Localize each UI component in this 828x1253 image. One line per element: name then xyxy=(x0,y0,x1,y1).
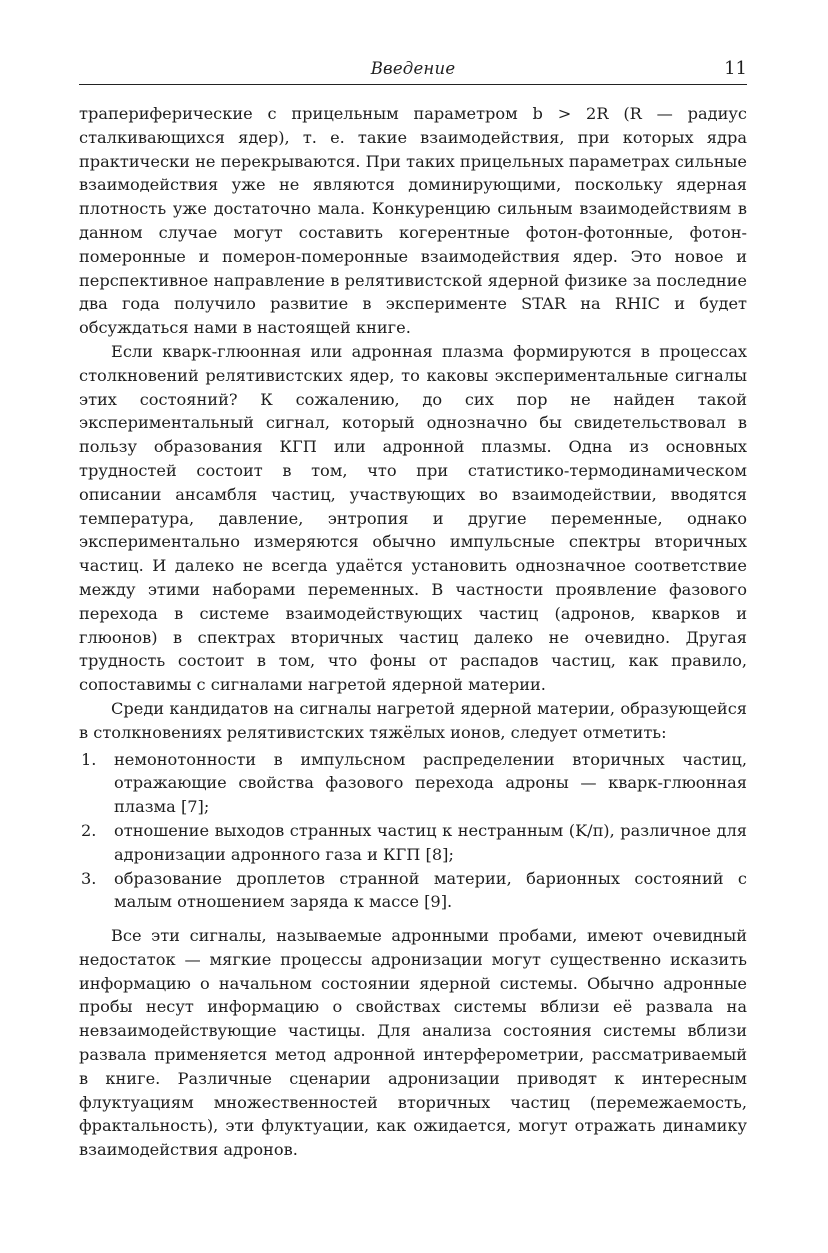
list-item xyxy=(79,867,747,915)
list-item xyxy=(79,748,747,819)
list-item-number: 3. xyxy=(81,868,97,888)
page-header xyxy=(79,58,747,85)
page-number: 11 xyxy=(724,58,747,79)
paragraph-3: Среди кандидатов на сигналы нагретой ядерной материи, образующейся в столкновениях релятивистских тяжёлых ионов, следует отметить: xyxy=(79,698,747,742)
paragraph-4: Все эти сигналы, называемые адронными пробами, имеют очевидный недостаток — мягкие процессы адронизации могут существенно исказить информацию о начальном состоянии ядерной системы. Обычно адронные пробы несут информацию о свойствах системы вблизи её развала на невзаимодействующие частицы. Для анализа состояния системы вблизи развала применяется метод адронной интерферометрии, рассматриваемый в книге. Различные сценарии адронизации приводят к интересным флуктуациям множественностей вторичных частиц (перемежаемость, фрактальность), эти флуктуации, как ожидается, могут отражать динамику взаимодействия адронов. xyxy=(79,926,747,1160)
body-text xyxy=(79,102,747,1162)
paragraph-2: Если кварк-глюонная или адронная плазма формируются в процессах столкновений релятивистских ядер, то каковы экспериментальные сигналы этих состояний? К сожалению, до сих пор не найден такой экспериментальный сигнал, который однозначно бы свидетельствовал в пользу образования КГП или адронной плазмы. Одна из основных трудностей состоит в том, что при статистико-термодинамическом описании ансамбля частиц, участвующих во взаимодействии, вводятся температура, давление, энтропия и другие переменные, однако экспериментально измеряются обычно импульсные спектры вторичных частиц. И далеко не всегда удаётся установить однозначное соответствие между этими наборами переменных. В частности проявление фазового перехода в системе взаимодействующих частиц (адронов, кварков и глюонов) в спектрах вторичных частиц далеко не очевидно. Другая трудность состоит в том, что фоны от распадов частиц, как правило, сопоставимы с сигналами нагретой ядерной материи. xyxy=(79,341,747,695)
candidate-signals-list xyxy=(79,748,747,915)
running-title: Введение xyxy=(370,59,456,78)
list-item-number: 2. xyxy=(81,820,97,840)
paragraph-1: трапериферические с прицельным параметром b > 2R (R — радиус сталкивающихся ядер), т. е. такие взаимодействия, при которых ядра практически не перекрываются. При таких прицельных параметрах сильные взаимодействия уже не являются доминирующими, поскольку ядерная плотность уже достаточно мала. Конкуренцию сильным взаимодействиям в данном случае могут составить когерентные фотон-фотонные, фотон-померонные и померон-померонные взаимодействия ядер. Это новое и перспективное направление в релятивистской ядерной физике за последние два года получило развитие в эксперименте STAR на RHIC и будет обсуждаться нами в настоящей книге. xyxy=(79,104,747,338)
list-item-text: немонотонности в импульсном распределении вторичных частиц, отражающие свойства фазового перехода адроны — кварк-глюонная плазма [7]; xyxy=(114,749,747,817)
list-item-number: 1. xyxy=(81,749,97,769)
list-item-text: образование дроплетов странной материи, барионных состояний с малым отношением заряда к массе [9]. xyxy=(114,868,747,912)
list-item-text: отношение выходов странных частиц к нестранным (K/π), различное для адронизации адронного газа и КГП [8]; xyxy=(114,820,747,864)
list-item xyxy=(79,819,747,867)
